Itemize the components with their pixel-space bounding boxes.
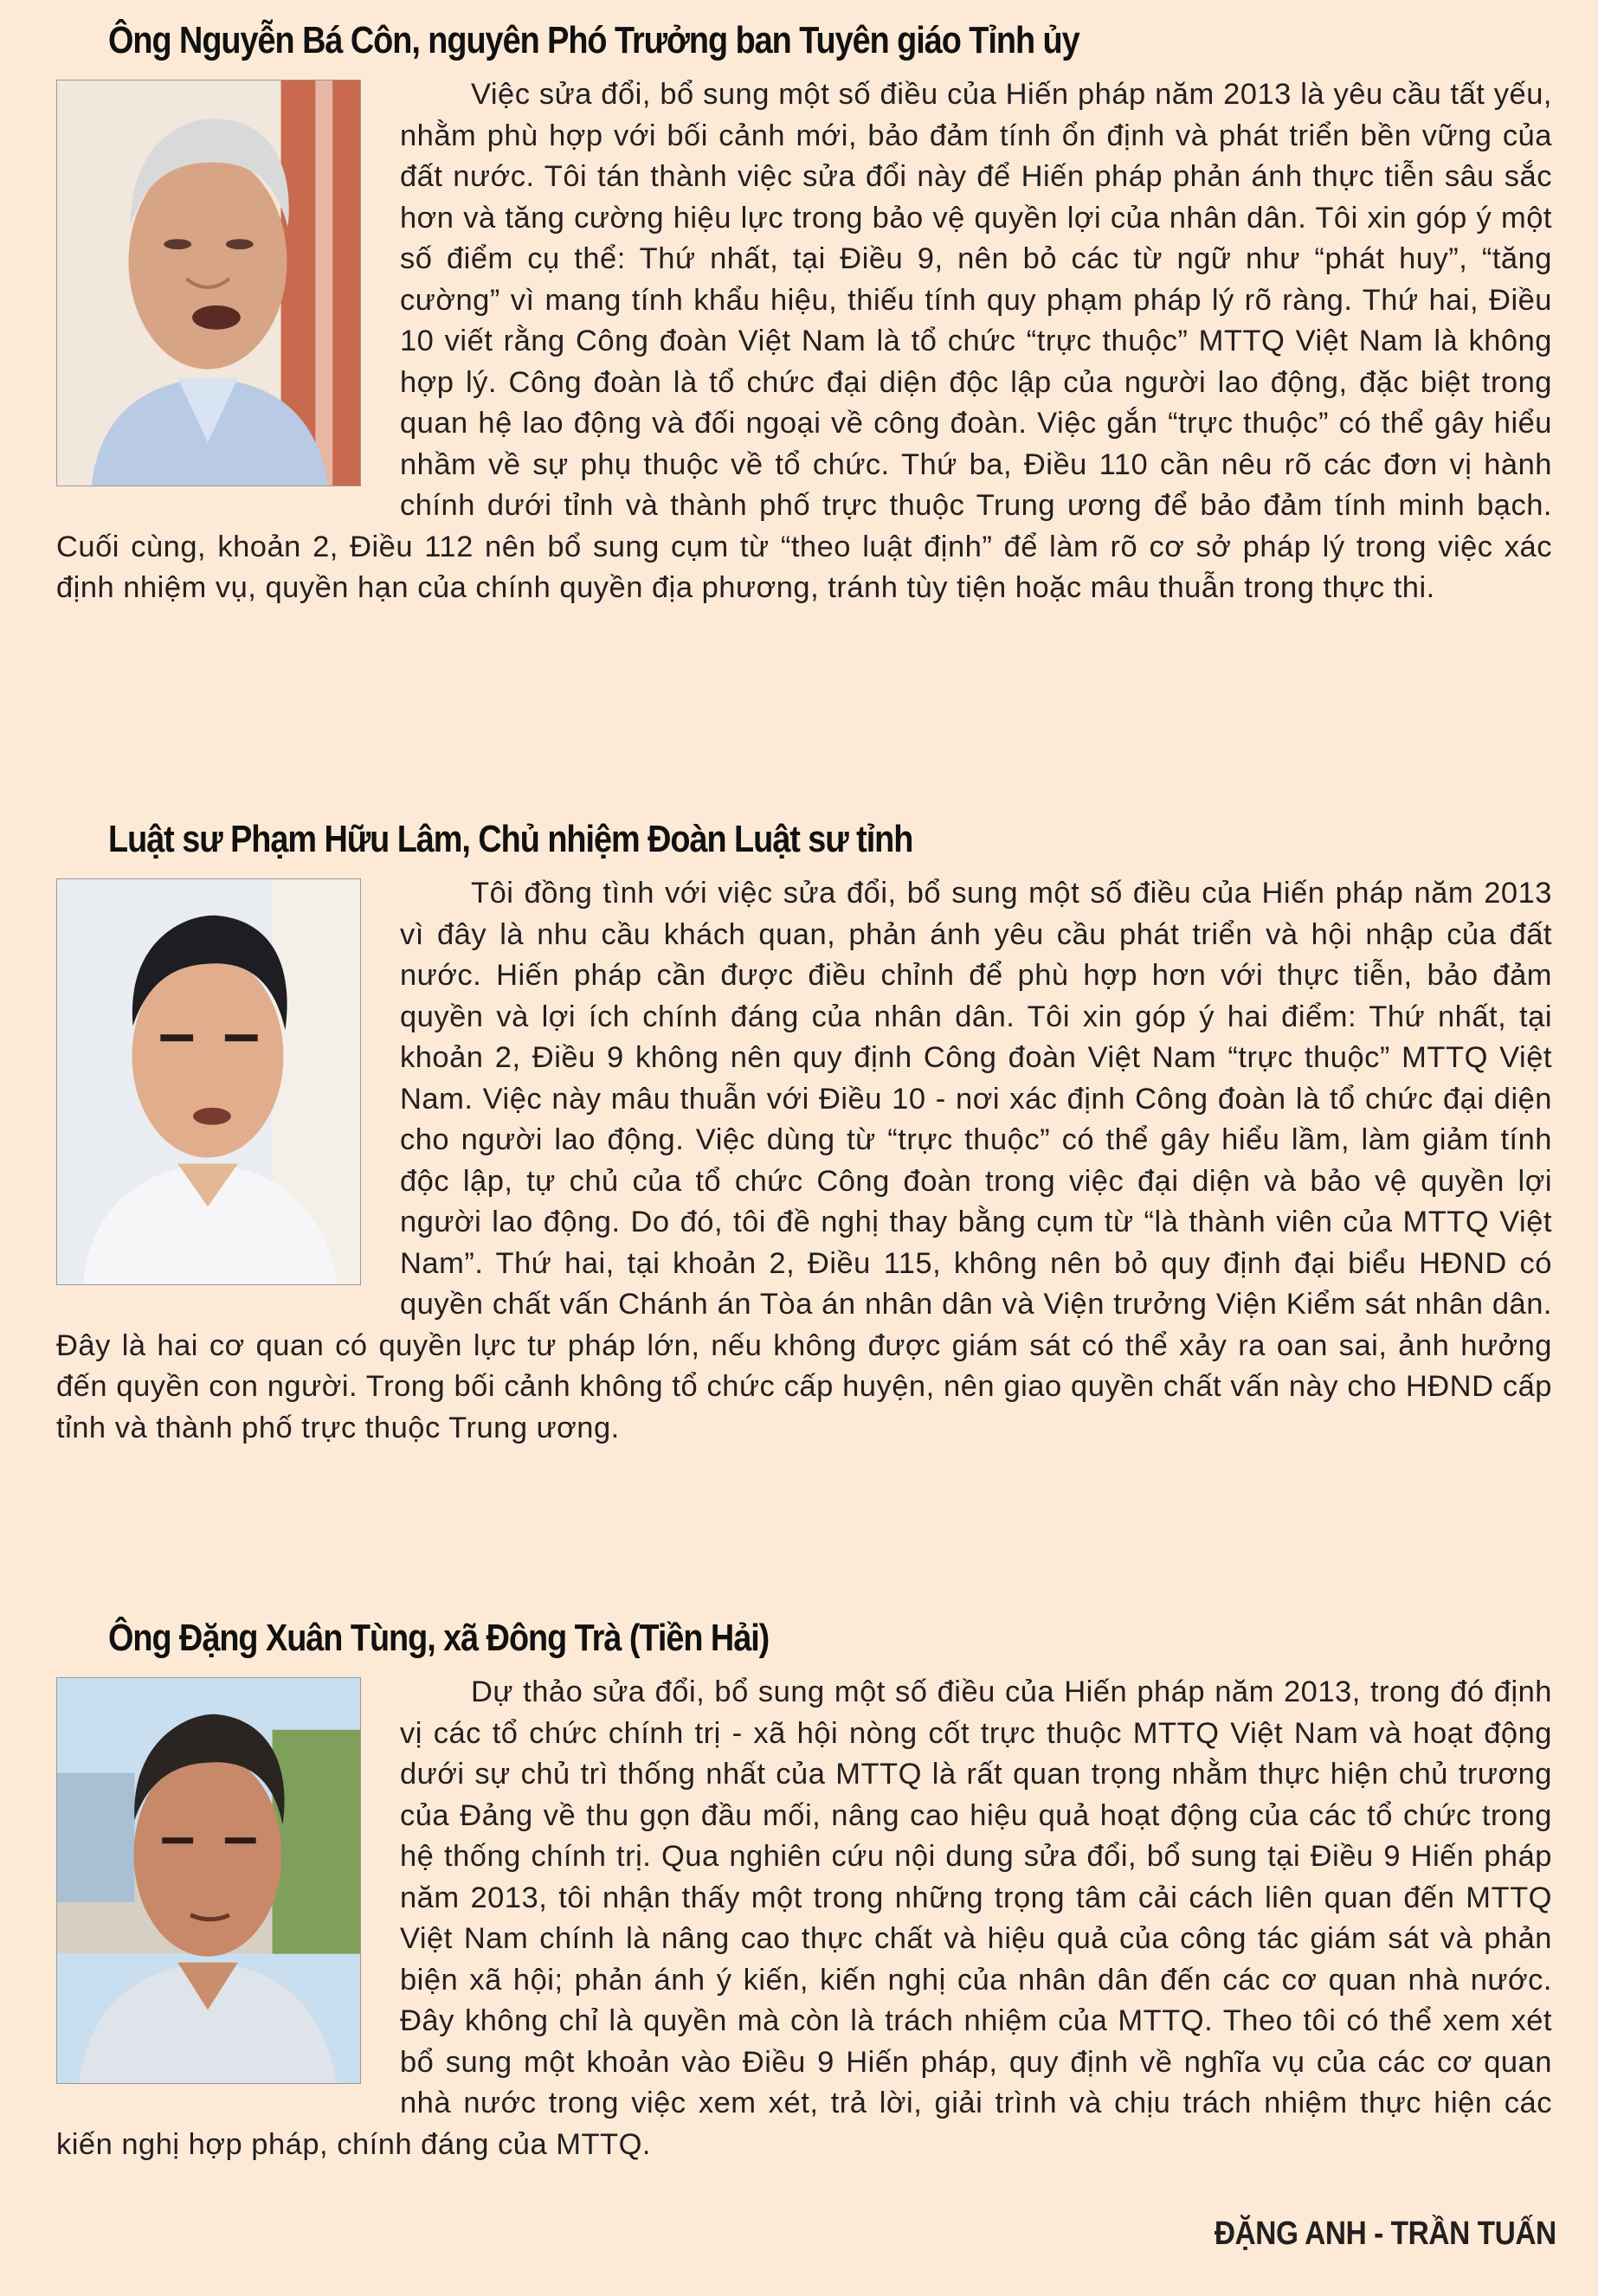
author-byline: ĐẶNG ANH - TRẦN TUẤN (1215, 2216, 1556, 2252)
speaker-heading: Ông Nguyễn Bá Côn, nguyên Phó Trưởng ban Tuyên giáo Tỉnh ủy (108, 19, 1079, 61)
opinion-section-3 (56, 1617, 1552, 2165)
opinion-text: Dự thảo sửa đổi, bổ sung một số điều của Hiến pháp năm 2013, trong đó định vị các tổ chức chính trị - xã hội nòng cốt trực thuộc MTTQ Việt Nam và hoạt động dưới sự chủ trì thống nhất của MTTQ là rất quan trọng nhằm thực hiện chủ trương của Đảng về thu gọn đầu mối, nâng cao hiệu quả hoạt động của các tổ chức trong hệ thống chính trị. Qua nghiên cứu nội dung sửa đổi, bổ sung tại Điều 9 Hiến pháp năm 2013, tôi nhận thấy một trong những trọng tâm cải cách liên quan đến MTTQ Việt Nam chính là nâng cao thực chất và hiệu quả của công tác giám sát và phản biện xã hội; phản ánh ý kiến, kiến nghị của nhân dân đến các cơ quan nhà nước. Đây không chỉ là quyền mà còn là trách nhiệm của MTTQ. Theo tôi có thể xem xét bổ sung một khoản vào Điều 9 Hiến pháp, quy định về nghĩa vụ của các cơ quan nhà nước trong việc xem xét, trả lời, giải trình và chịu trách nhiệm thực hiện các kiến nghị hợp pháp, chính đáng của MTTQ. (56, 1675, 1552, 2161)
opinion-text: Tôi đồng tình với việc sửa đổi, bổ sung một số điều của Hiến pháp năm 2013 vì đây là nhu cầu khách quan, phản ánh yêu cầu phát triển và hội nhập của đất nước. Hiến pháp cần được điều chỉnh để phù hợp hơn với thực tiễn, bảo đảm quyền và lợi ích chính đáng của nhân dân. Tôi xin góp ý hai điểm: Thứ nhất, tại khoản 2, Điều 9 không nên quy định Công đoàn Việt Nam “trực thuộc” MTTQ Việt Nam. Việc này mâu thuẫn với Điều 10 - nơi xác định Công đoàn là tổ chức đại diện cho người lao động. Việc dùng từ “trực thuộc” có thể gây hiểu lầm, làm giảm tính độc lập, tự chủ của tổ chức Công đoàn trong việc đại diện và bảo vệ quyền lợi người lao động. Do đó, tôi đề nghị thay bằng cụm từ “là thành viên của MTTQ Việt Nam”. Thứ hai, tại khoản 2, Điều 115, không nên bỏ quy định đại biểu HĐND có quyền chất vấn Chánh án Tòa án nhân dân và Viện trưởng Viện Kiểm sát nhân dân. Đây là hai cơ quan có quyền lực tư pháp lớn, nếu không được giám sát có thể xảy ra oan sai, ảnh hưởng đến quyền con người. Trong bối cảnh không tổ chức cấp huyện, nên giao quyền chất vấn này cho HĐND cấp tỉnh và thành phố trực thuộc Trung ương. (56, 877, 1552, 1444)
opinion-body (56, 74, 1552, 609)
elderly-man-portrait-icon (57, 80, 360, 486)
portrait-photo (56, 1677, 361, 2084)
portrait-photo (56, 878, 361, 1285)
opinion-body (56, 873, 1552, 1449)
lawyer-portrait-icon (57, 879, 360, 1284)
opinion-text: Việc sửa đổi, bổ sung một số điều của Hiến pháp năm 2013 là yêu cầu tất yếu, nhằm phù hợp với bối cảnh mới, bảo đảm tính ổn định và phát triển bền vững của đất nước. Tôi tán thành việc sửa đổi này để Hiến pháp phản ánh thực tiễn sâu sắc hơn và tăng cường hiệu lực trong bảo vệ quyền lợi của nhân dân. Tôi xin góp ý một số điểm cụ thể: Thứ nhất, tại Điều 9, nên bỏ các từ ngữ như “phát huy”, “tăng cường” vì mang tính khẩu hiệu, thiếu tính quy phạm pháp lý rõ ràng. Thứ hai, Điều 10 viết rằng Công đoàn Việt Nam là tổ chức “trực thuộc” MTTQ Việt Nam là không hợp lý. Công đoàn là tổ chức đại diện độc lập của người lao động, đặc biệt trong quan hệ lao động và đối ngoại về công đoàn. Việc gắn “trực thuộc” có thể gây hiểu nhầm về sự phụ thuộc về tổ chức. Thứ ba, Điều 110 cần nêu rõ các đơn vị hành chính dưới tỉnh và thành phố trực thuộc Trung ương để bảo đảm tính minh bạch. Cuối cùng, khoản 2, Điều 112 nên bổ sung cụm từ “theo luật định” để làm rõ cơ sở pháp lý trong việc xác định nhiệm vụ, quyền hạn của chính quyền địa phương, tránh tùy tiện hoặc mâu thuẫn trong thực thi. (56, 78, 1552, 604)
opinion-body (56, 1672, 1552, 2165)
speaker-heading: Ông Đặng Xuân Tùng, xã Đông Trà (Tiền Hải) (108, 1617, 770, 1659)
opinion-section-1 (56, 19, 1552, 609)
portrait-photo (56, 80, 361, 486)
speaker-heading: Luật sư Phạm Hữu Lâm, Chủ nhiệm Đoàn Luật sư tỉnh (108, 818, 913, 860)
villager-portrait-icon (57, 1678, 360, 2083)
opinion-section-2 (56, 818, 1552, 1449)
